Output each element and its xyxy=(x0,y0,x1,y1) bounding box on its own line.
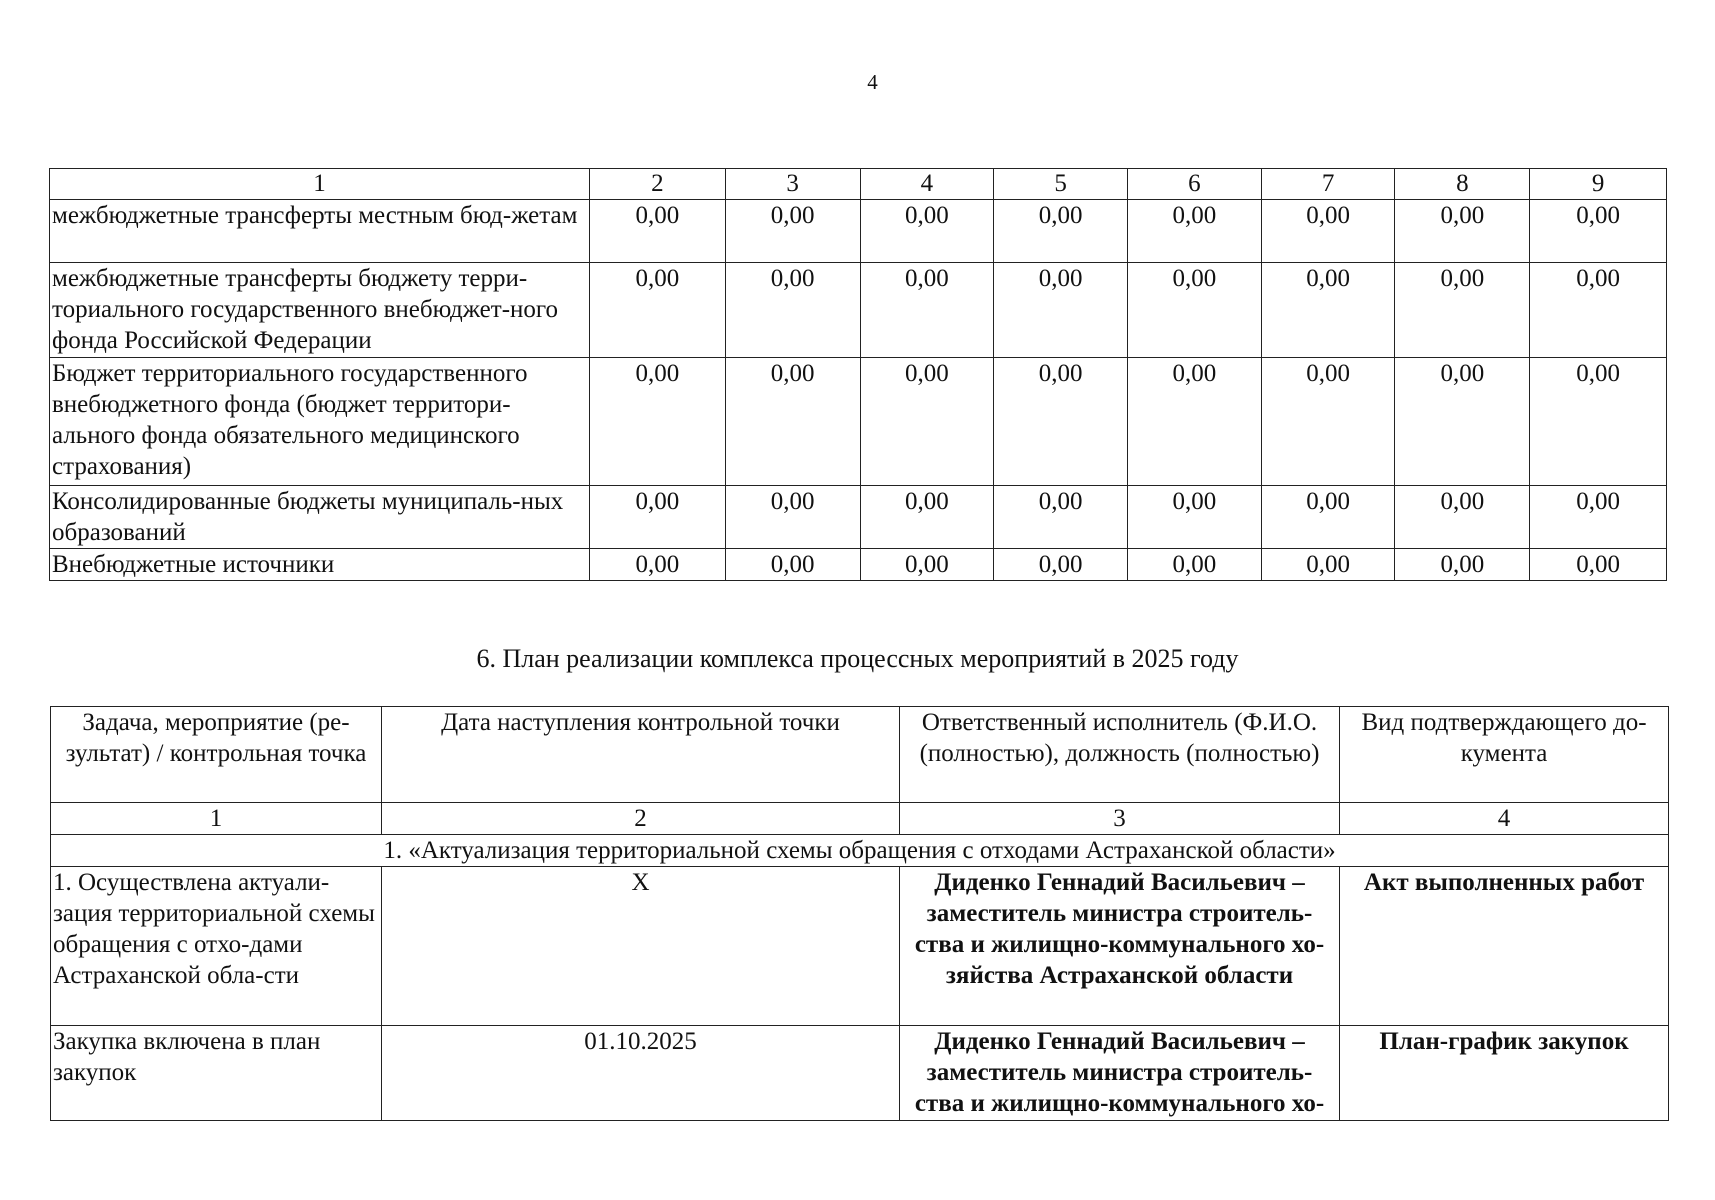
section-title: 6. План реализации комплекса процессных мероприятий в 2025 году xyxy=(476,644,1239,673)
table-row xyxy=(50,200,1667,263)
column-number: 7 xyxy=(1261,169,1395,200)
column-number: 2 xyxy=(382,803,900,835)
cell-value: 0,00 xyxy=(1261,358,1395,486)
cell-value: 0,00 xyxy=(590,549,726,581)
row-label: межбюджетные трансферты бюджету терри-ториального государственного внебюджет-ного фонда Российской Федерации xyxy=(50,263,590,358)
cell-value: 0,00 xyxy=(994,358,1128,486)
row-label: Внебюджетные источники xyxy=(50,549,590,581)
cell-value: 0,00 xyxy=(590,358,726,486)
column-numbers-row xyxy=(51,803,1669,835)
date-cell: 01.10.2025 xyxy=(382,1026,900,1121)
cell-value: 0,00 xyxy=(1127,200,1261,263)
date-cell: X xyxy=(382,867,900,1026)
cell-value: 0,00 xyxy=(1261,486,1395,549)
column-number: 8 xyxy=(1395,169,1530,200)
row-label: Бюджет территориального государственного внебюджетного фонда (бюджет территори-ального фонда обязательного медицинского страхования) xyxy=(50,358,590,486)
column-number: 6 xyxy=(1127,169,1261,200)
column-header: Вид подтверждающего до-кумента xyxy=(1340,707,1669,803)
cell-value: 0,00 xyxy=(590,263,726,358)
table-row xyxy=(50,486,1667,549)
cell-value: 0,00 xyxy=(590,486,726,549)
column-number: 3 xyxy=(900,803,1340,835)
cell-value: 0,00 xyxy=(1127,549,1261,581)
cell-value: 0,00 xyxy=(1395,486,1530,549)
task-cell: Закупка включена в план закупок xyxy=(51,1026,382,1121)
cell-value: 0,00 xyxy=(1530,549,1667,581)
column-number: 3 xyxy=(725,169,860,200)
responsible-cell: Диденко Геннадий Васильевич – заместитель министра строитель-ства и жилищно-коммунального хо- xyxy=(900,1026,1340,1121)
cell-value: 0,00 xyxy=(994,263,1128,358)
column-header: Дата наступления контрольной точки xyxy=(382,707,900,803)
task-title-row xyxy=(51,835,1669,867)
column-number: 9 xyxy=(1530,169,1667,200)
column-number: 4 xyxy=(860,169,994,200)
table-row xyxy=(50,549,1667,581)
column-number: 1 xyxy=(50,169,590,200)
cell-value: 0,00 xyxy=(1395,263,1530,358)
column-number: 4 xyxy=(1340,803,1669,835)
responsible-cell: Диденко Геннадий Васильевич – заместитель министра строитель-ства и жилищно-коммунального хо-зяйства Астраханской области xyxy=(900,867,1340,1026)
table-row xyxy=(50,263,1667,358)
cell-value: 0,00 xyxy=(725,358,860,486)
column-number: 5 xyxy=(994,169,1128,200)
cell-value: 0,00 xyxy=(1261,549,1395,581)
cell-value: 0,00 xyxy=(994,549,1128,581)
cell-value: 0,00 xyxy=(725,200,860,263)
table-row xyxy=(51,867,1669,1026)
cell-value: 0,00 xyxy=(590,200,726,263)
row-label: межбюджетные трансферты местным бюд-жетам xyxy=(50,200,590,263)
cell-value: 0,00 xyxy=(1530,358,1667,486)
task-cell: 1. Осуществлена актуали-зация территориальной схемы обращения с отхо-дами Астраханской обла-сти xyxy=(51,867,382,1026)
table-row xyxy=(50,358,1667,486)
cell-value: 0,00 xyxy=(860,358,994,486)
cell-value: 0,00 xyxy=(1127,358,1261,486)
table-row xyxy=(51,1026,1669,1121)
cell-value: 0,00 xyxy=(860,263,994,358)
cell-value: 0,00 xyxy=(994,200,1128,263)
column-header: Ответственный исполнитель (Ф.И.О. (полностью), должность (полностью) xyxy=(900,707,1340,803)
column-number: 1 xyxy=(51,803,382,835)
cell-value: 0,00 xyxy=(1395,549,1530,581)
cell-value: 0,00 xyxy=(1530,200,1667,263)
cell-value: 0,00 xyxy=(860,200,994,263)
cell-value: 0,00 xyxy=(1127,486,1261,549)
document-cell: Акт выполненных работ xyxy=(1340,867,1669,1026)
table-header-row xyxy=(50,169,1667,200)
cell-value: 0,00 xyxy=(725,486,860,549)
cell-value: 0,00 xyxy=(1395,358,1530,486)
table-header-row xyxy=(51,707,1669,803)
row-label: Консолидированные бюджеты муниципаль-ных образований xyxy=(50,486,590,549)
cell-value: 0,00 xyxy=(1127,263,1261,358)
cell-value: 0,00 xyxy=(725,263,860,358)
cell-value: 0,00 xyxy=(1530,263,1667,358)
page-number: 4 xyxy=(867,70,878,94)
cell-value: 0,00 xyxy=(1395,200,1530,263)
cell-value: 0,00 xyxy=(860,549,994,581)
financing-table xyxy=(49,168,1667,581)
plan-table xyxy=(50,706,1669,1121)
column-header: Задача, мероприятие (ре-зультат) / контрольная точка xyxy=(51,707,382,803)
document-cell: План-график закупок xyxy=(1340,1026,1669,1121)
cell-value: 0,00 xyxy=(1261,263,1395,358)
column-number: 2 xyxy=(590,169,726,200)
cell-value: 0,00 xyxy=(1530,486,1667,549)
cell-value: 0,00 xyxy=(725,549,860,581)
task-title: 1. «Актуализация территориальной схемы обращения с отходами Астраханской области» xyxy=(51,835,1669,867)
cell-value: 0,00 xyxy=(860,486,994,549)
cell-value: 0,00 xyxy=(1261,200,1395,263)
cell-value: 0,00 xyxy=(994,486,1128,549)
